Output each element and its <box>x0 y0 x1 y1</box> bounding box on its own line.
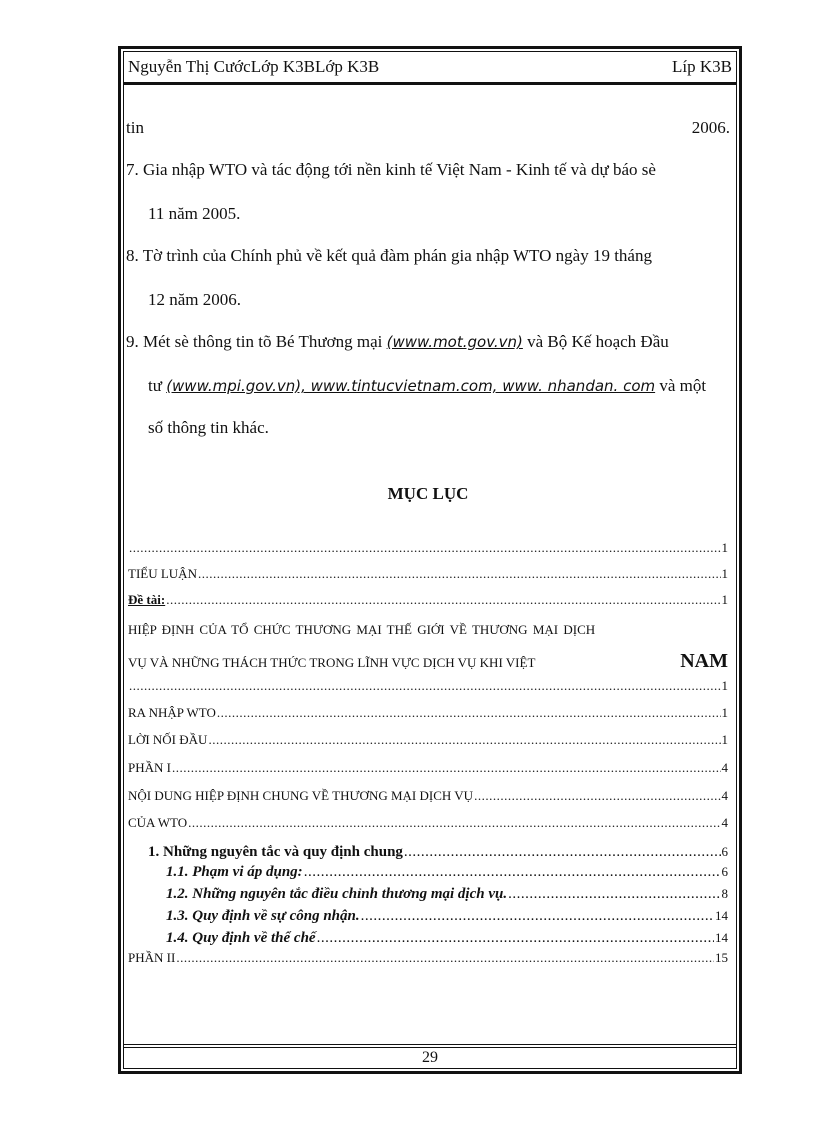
toc-entry[interactable]: RA NHẬP WTO ..... 1 <box>128 705 728 721</box>
footer-rule <box>124 1044 736 1045</box>
ref-item-7-cont <box>148 204 752 224</box>
toc-entry[interactable]: PHẦN I ..... 4 <box>128 760 728 776</box>
ref-text: và một <box>655 376 707 395</box>
ref-item-7 <box>126 160 730 180</box>
toc-title: MỤC LỤC <box>387 484 469 503</box>
toc-entry[interactable]: TIỂU LUẬN ..... 1 <box>128 566 728 582</box>
toc-entry[interactable]: 1.1. Phạm vi áp dụng: ..... 6 <box>166 864 728 881</box>
ref-item-9-cont <box>148 376 752 396</box>
toc-entry[interactable]: ..... 1 <box>128 678 728 694</box>
ref-line-tin <box>126 118 730 138</box>
toc-entry[interactable]: NỘI DUNG HIỆP ĐỊNH CHUNG VỀ THƯƠNG MẠI DỊCH VỤ ..... 4 <box>128 788 728 804</box>
ref-text: 12 năm 2006. <box>148 290 242 309</box>
ref-text: 8. Tờ trình của Chính phủ về kết quả đàm phán gia nhập WTO ngày 19 tháng <box>126 246 652 265</box>
toc-entry[interactable]: 1. Những nguyên tắc và quy định chung ..... 6 <box>148 844 728 861</box>
toc-entry[interactable]: 1.4. Quy định về thể chế ..... 14 <box>166 930 728 947</box>
ref-text: và Bộ Kế hoạch Đầu <box>522 332 669 351</box>
ref-text: tin <box>126 118 144 137</box>
toc-entry[interactable]: PHẦN II ..... 15 <box>128 950 728 966</box>
toc-entry[interactable]: HIỆP ĐỊNH CỦA TỔ CHỨC THƯƠNG MẠI THẾ GIỚI VỀ THƯƠNG MẠI DỊCH <box>128 622 596 637</box>
ref-text: 11 năm 2005. <box>148 204 241 223</box>
ref-item-9 <box>126 332 730 352</box>
header-rule <box>124 82 736 85</box>
header-author: Nguyễn Thị CướcLớp K3BLớp K3B <box>128 57 380 76</box>
toc-entry[interactable]: CỦA WTO ..... 4 <box>128 815 728 831</box>
ref-item-9-cont2 <box>148 418 752 438</box>
mot-link[interactable]: (www.mot.gov.vn) <box>386 333 523 351</box>
toc-entry[interactable]: ..... 1 <box>128 540 728 556</box>
toc-entry[interactable]: 1.3. Quy định về sự công nhận. ..... 14 <box>166 908 728 925</box>
page-number: 29 <box>422 1049 438 1066</box>
ref-text: 9. Mét sè thông tin tõ Bé Thương mại <box>126 332 387 351</box>
ref-item-8 <box>126 246 730 266</box>
ref-item-8-cont <box>148 290 752 310</box>
websites-link[interactable]: (www.mpi.gov.vn), www.tintucvietnam.com, www. nhandan. com <box>166 377 656 395</box>
ref-text: 7. Gia nhập WTO và tác động tới nền kinh tế Việt Nam - Kinh tế và dự báo sè <box>126 160 656 179</box>
toc-entry[interactable]: 1.2. Những nguyên tắc điều chỉnh thương mại dịch vụ. ..... 8 <box>166 886 728 903</box>
ref-year: 2006. <box>691 118 730 137</box>
ref-text: tư <box>148 376 167 395</box>
header-class: Líp K3B <box>672 57 732 76</box>
toc-entry[interactable]: LỜI NỐI ĐẦU ..... 1 <box>128 732 728 748</box>
toc-entry[interactable]: VỤ VÀ NHỮNG THÁCH THỨC TRONG LĨNH VỰC DỊCH VỤ KHI VIỆT NAM <box>128 650 728 672</box>
footer-rule <box>124 1047 736 1048</box>
toc-entry[interactable]: Đề tài: ..... 1 <box>128 592 728 608</box>
ref-text: số thông tin khác. <box>148 418 269 437</box>
page-header <box>128 57 732 83</box>
